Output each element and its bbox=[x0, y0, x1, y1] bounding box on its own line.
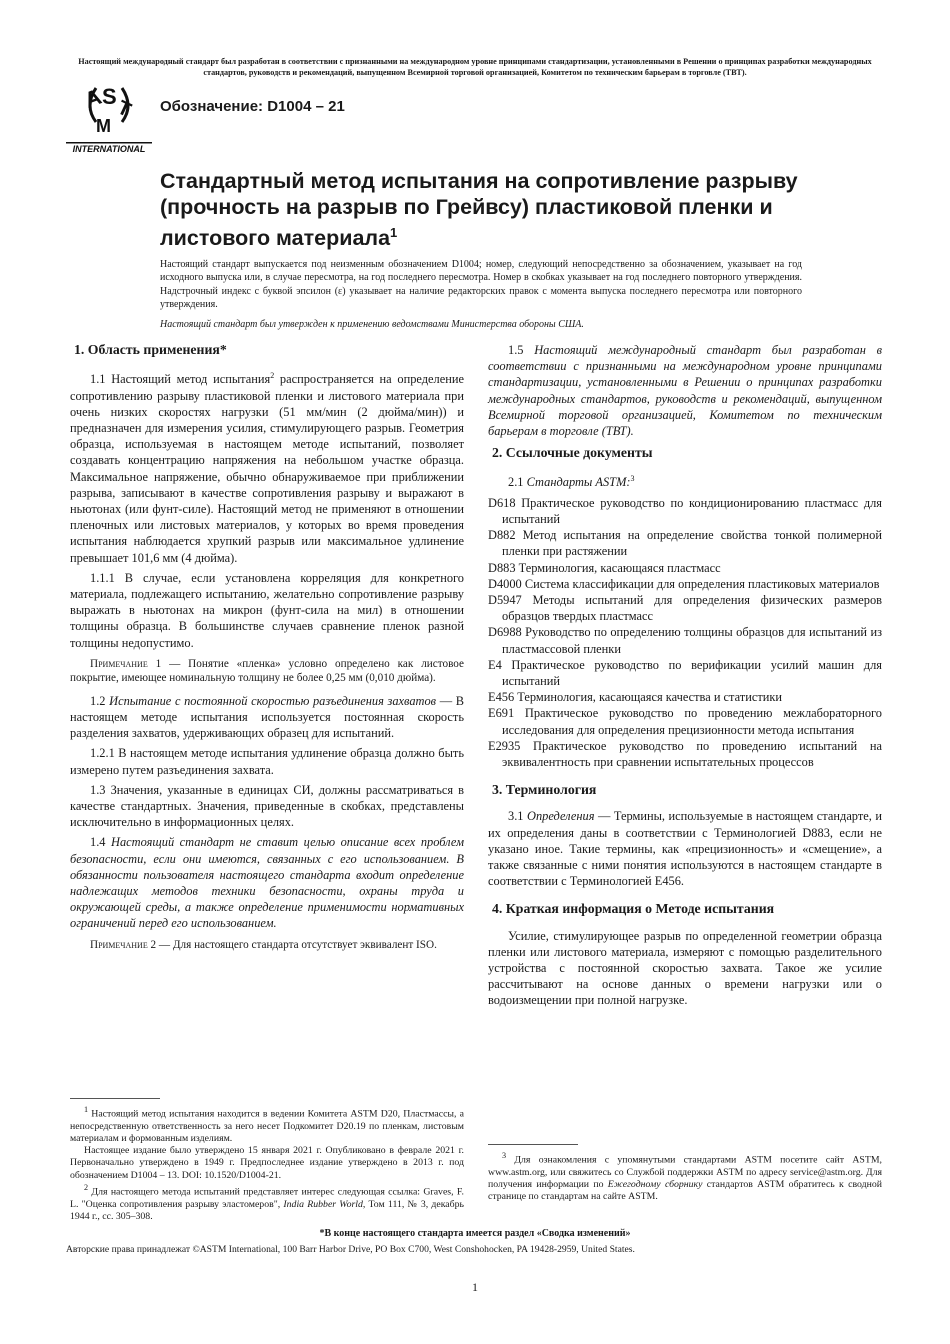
intro-paragraph: Настоящий стандарт выпускается под неизменным обозначением D1004; номер, следующий непосредственно за обозначением, указывает на год исходного выпуска или, в случае пересмотра, на год последнего пересмотра. Номер в скобках указывает на год последнего повторного утверждения. Надстрочный индекс с буквой эпсилон (ε) указывает на наличие редакторских правок с момента выпуска последнего пересмотра или повторного утверждения. bbox=[160, 259, 802, 311]
reference-item[interactable]: D618 Практическое руководство по кондиционированию пластмасс для испытаний bbox=[488, 495, 882, 526]
reference-item[interactable]: D4000 Система классификации для определения пластиковых материалов bbox=[488, 576, 880, 591]
reference-item[interactable]: D5947 Методы испытаний для определения физических размеров образцов твердых пластмасс bbox=[488, 592, 882, 624]
para-1-1: 1.1 Настоящий метод испытания$^2$ распространяется на определение сопротивлению разрыву пластиковой пленки и листового материала при очень низких скоростях нагрузки (51 мм/мин (2 дюйма/мин)) и предназначен для измерения усилия, стимулирующего разрыв. Геометрия образца, используемая в настоящем методе испытаний, позволяет создавать концентрацию напряжения на небольшом участке образца. Максимальное напряжение, обычно обнаруживаемое при приближении разрыва, записывают в качестве сопротивления разрыву и выражают в ньютонах (или фунт-силе). Настоящий метод не применяют в отношении пленочных или листовых материалов, у которых во время проведения испытания наблюдается хрупкий разрыв или максимальное удлинение превышает 101,6 мм (4 дюйма). bbox=[70, 371, 464, 565]
para-3-1: 3.1 Определения — Термины, используемые в настоящем стандарте, и их определения даны в соответствии с Терминологией D883, если не указано иное. Такие термины, как «прецизионность» и «смещение», а также связанные с ними понятия используются в настоящем стандарте в соответствии с Терминологией E456. bbox=[488, 809, 883, 889]
section-4-heading: 4. Краткая информация о Методе испытания bbox=[492, 901, 775, 917]
section-2-heading: 2. Ссылочные документы bbox=[492, 445, 653, 461]
para-1-2-1: 1.2.1 В настоящем методе испытания удлинение образца должно быть измерено путем разъединения захвата. bbox=[70, 746, 464, 777]
reference-item[interactable]: D882 Метод испытания на определение свойства тонкой полимерной пленки при растяжении bbox=[488, 528, 882, 559]
top-note: Настоящий международный стандарт был разработан в соответствии с признанными на международном уровне принципами стандартизации, установленными в Решении о принципах разработки международных стандартов, руководств и рекомендаций, выпущенном Всемирной торговой организацией, Комитетом по техническим барьерам в торговле (ТВТ). bbox=[78, 57, 872, 77]
designation: Обозначение: D1004 – 21 bbox=[160, 98, 345, 115]
section-1-heading: 1. Область применения* bbox=[74, 342, 227, 357]
para-1-2: 1.2 Испытание с постоянной скоростью разъединения захватов — В настоящем методе испытания используется постоянная скорость разделения захватов, удерживающих образец для испытаний. bbox=[70, 693, 464, 741]
footnote-rule bbox=[70, 1098, 160, 1099]
svg-text:T: T bbox=[113, 96, 135, 122]
page-number: 1 bbox=[472, 1280, 478, 1294]
footnotes-left bbox=[70, 1104, 464, 1223]
reference-item[interactable]: E691 Практическое руководство по проведению межлабораторного исследования для определения прецизионности метода испытания bbox=[488, 706, 882, 737]
reference-item[interactable]: D883 Терминология, касающаяся пластмасс bbox=[488, 560, 721, 575]
note-2: Примечание 2 — Для настоящего стандарта отсутствует эквивалент ISO. bbox=[90, 938, 437, 951]
reference-item[interactable]: E4 Практическое руководство по верификации усилий машин для испытаний bbox=[488, 657, 882, 688]
footnote-1: $^1$ Настоящий метод испытания находится в ведении Комитета ASTM D20, Пластмассы, а непосредственную ответственность за него несет Подкомитет D20.19 по пленкам, листовым материалам и формованным изделиям. bbox=[70, 1105, 464, 1144]
footnote-2: $^2$ Для настоящего метода испытаний представляет интерес следующая ссылка: Graves, F. L. "Оценка сопротивления разрыву эластомеров", India Rubber World, Том 111, № 3, декабрь 1944 г., сс. 305–308. bbox=[70, 1183, 465, 1222]
para-1-3: 1.3 Значения, указанные в единицах СИ, должны рассматриваться в качестве стандартных. Значения, приведенные в скобках, представлены исключительно в информационных целях. bbox=[70, 782, 464, 830]
svg-text:M: M bbox=[96, 116, 111, 136]
summary-of-changes-note: *В конце настоящего стандарта имеется раздел «Сводка изменений» bbox=[319, 1228, 631, 1239]
para-1-4: 1.4 Настоящий стандарт не ставит целью описание всех проблем безопасности, если они имеются, связанных с его использованием. В обязанности пользователя настоящего стандарта входит определение надлежащих методов техники безопасности, охраны труда и окружающей среды, а также определение применимости нормативных ограничений перед его использованием. bbox=[70, 835, 464, 931]
footnotes-right bbox=[488, 1150, 882, 1203]
note-1: Примечание 1 — Понятие «пленка» условно определено как листовое покрытие, имеющее номинальную толщину не более 0,25 мм (0,010 дюйма). bbox=[70, 657, 464, 684]
footnote-3: $^3$ Для ознакомления с упомянутыми стандартами ASTM посетите сайт ASTM, www.astm.org, или свяжитесь со Службой поддержки ASTM по адресу service@astm.org. Для получения информации по Ежегодному сборнику стандартов ASTM обратитесь к сводной странице по стандартам на сайте ASTM. bbox=[488, 1151, 883, 1203]
reference-item[interactable]: E456 Терминология, касающаяся качества и статистики bbox=[488, 690, 783, 705]
para-4: Усилие, стимулирующее разрыв по определенной геометрии образца пленки или листового материала, измеряют с помощью разделительного устройства с постоянной скоростью захвата. Такое же усилие рассчитывают на основе данных о времени нагрузки или о водоизмещении при полной нагрузке. bbox=[488, 928, 882, 1008]
para-1-1-1: 1.1.1 В случае, если установлена корреляция для конкретного материала, подлежащего испытанию, желательно сопротивление разрыву выражать в ньютонах на микрон (фунт-сила на мил) в отношении толщины образца. В большинстве случаев сравнение пленок разной толщины недопустимо. bbox=[70, 570, 464, 650]
footnote-1b: Настоящее издание было утверждено 15 января 2021 г. Опубликовано в феврале 2021 г. Первоначально утверждено в 1949 г. Предпоследнее издание утверждено в 2013 г. под обозначением D1004 – 13. DOI: 10.1520/D1004-21. bbox=[70, 1145, 464, 1181]
para-1-5: 1.5 Настоящий международный стандарт был разработан в соответствии с признанными на международном уровне принципами стандартизации, установленными в Решении о принципах разработки международных стандартов, руководств и рекомендаций, выпущенном Всемирной торговой организацией, Комитетом по техническим барьерам в торговле (ТВТ). bbox=[488, 343, 882, 439]
reference-item[interactable]: D6988 Руководство по определению толщины образцов для испытаний из пластмассовой пленки bbox=[488, 625, 882, 656]
left-column bbox=[70, 342, 464, 960]
astm-logo bbox=[66, 82, 152, 154]
para-2-1: 2.1 Стандарты ASTM:$^3$ bbox=[508, 474, 635, 490]
copyright: Авторские права принадлежат ©ASTM International, 100 Barr Harbor Drive, PO Box C700, West Conshohocken, PA 19428-2959, United States. bbox=[66, 1244, 635, 1255]
reference-list bbox=[488, 495, 882, 770]
svg-text:A: A bbox=[81, 83, 105, 113]
footnote-rule bbox=[488, 1144, 578, 1145]
logo-text: INTERNATIONAL bbox=[72, 144, 146, 154]
approval-note: Настоящий стандарт был утвержден к применению ведомствами Министерства обороны США. bbox=[160, 319, 584, 330]
svg-text:S: S bbox=[102, 84, 117, 109]
right-column bbox=[488, 342, 882, 1013]
reference-item[interactable]: E2935 Практическое руководство по проведению испытаний на эквивалентность при сравнении испытательных процессов bbox=[488, 738, 882, 769]
page-title: Стандартный метод испытания на сопротивление разрыву (прочность на разрыв по Грейвсу) пластиковой пленки и листового материала$^1$ bbox=[160, 169, 798, 251]
section-3-heading: 3. Терминология bbox=[492, 782, 597, 798]
